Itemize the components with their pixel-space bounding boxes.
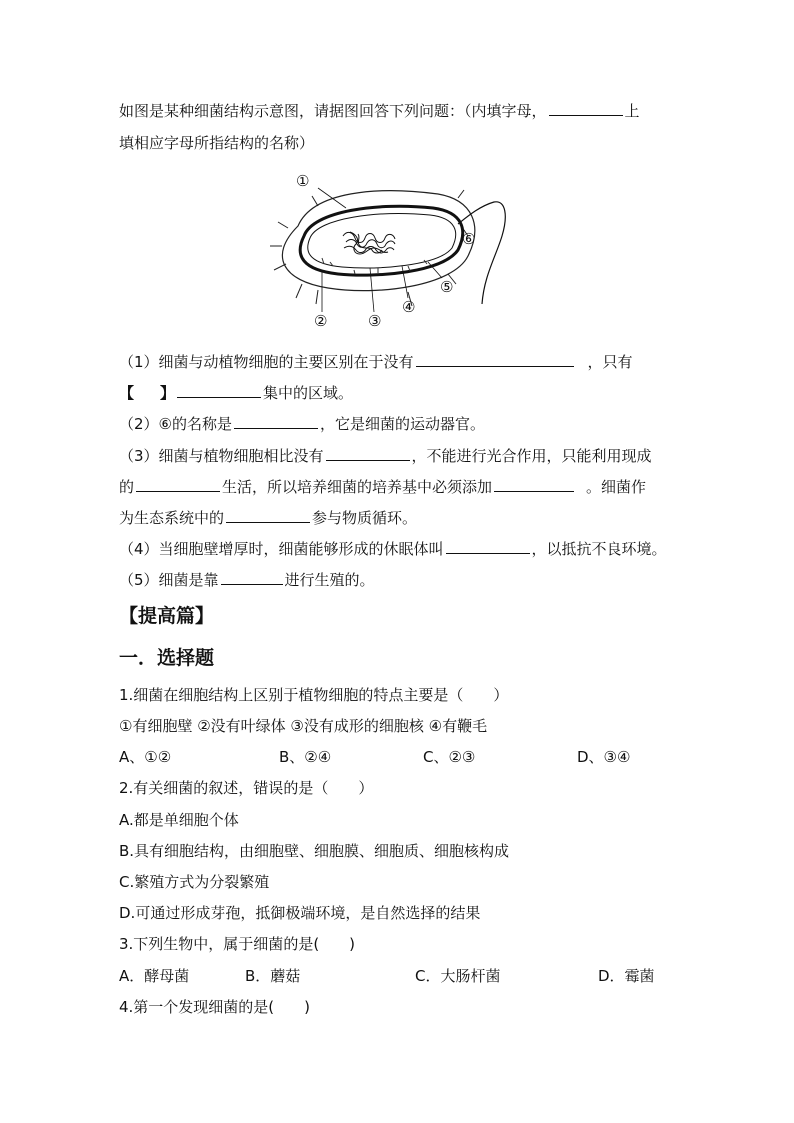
label-1: ① — [296, 172, 310, 190]
intro-text: 上 — [624, 102, 640, 120]
section-heading: 一．选择题 — [119, 647, 215, 669]
label-2: ② — [314, 312, 328, 330]
question-text: （3）细菌与植物细胞相比没有 — [119, 447, 324, 465]
answer-blank[interactable] — [226, 508, 310, 523]
nucleoid-dna — [343, 232, 395, 254]
flagellum — [458, 202, 505, 304]
question-text: 的 — [119, 478, 135, 496]
question-1-line-2 — [119, 383, 353, 403]
mc-4-stem: 4.第一个发现细菌的是( ) — [119, 998, 311, 1016]
question-text: （2）⑥的名称是 — [119, 415, 232, 433]
question-4 — [119, 539, 667, 559]
mc-1-extra: ①有细胞壁 ②没有叶绿体 ③没有成形的细胞核 ④有鞭毛 — [119, 717, 488, 735]
mc-1-option-d[interactable]: D、③④ — [577, 748, 631, 766]
mc-3-option-b[interactable]: B．蘑菇 — [245, 967, 301, 985]
mc-2-option-c[interactable]: C.繁殖方式为分裂繁殖 — [119, 873, 270, 891]
mc-1-option-c[interactable]: C、②③ — [423, 748, 476, 766]
mc-3-option-a[interactable]: A．酵母菌 — [119, 967, 190, 985]
cell-membrane — [308, 214, 456, 268]
question-text: 进行生殖的。 — [284, 571, 375, 589]
mc-3-stem: 3.下列生物中，属于细菌的是( ) — [119, 935, 356, 953]
bracket-open: 【 — [119, 384, 135, 402]
label-3: ③ — [368, 312, 382, 330]
mc-1-option-b[interactable]: B、②④ — [279, 748, 332, 766]
question-3-line-1 — [119, 446, 652, 466]
mc-1-option-a[interactable]: A、①② — [119, 748, 172, 766]
question-text: （4）当细胞壁增厚时，细菌能够形成的休眠体叫 — [119, 540, 444, 558]
question-text: ，它是细菌的运动器官。 — [320, 415, 486, 433]
mc-2-option-a[interactable]: A.都是单细胞个体 — [119, 811, 239, 829]
question-1-line-1 — [119, 352, 633, 372]
answer-blank[interactable] — [221, 570, 283, 585]
answer-blank[interactable] — [177, 383, 261, 398]
answer-blank[interactable] — [136, 477, 220, 492]
question-5 — [119, 570, 375, 590]
mc-2-stem: 2.有关细菌的叙述，错误的是（ ） — [119, 779, 374, 797]
bracket-close: 】 — [160, 384, 176, 402]
mc-2-option-d[interactable]: D.可通过形成芽孢，抵御极端环境，是自然选择的结果 — [119, 904, 481, 922]
question-2 — [119, 414, 485, 434]
question-text: ，只有 — [587, 353, 633, 371]
answer-blank[interactable] — [416, 352, 574, 367]
question-3-line-3 — [119, 508, 417, 528]
answer-blank[interactable] — [326, 446, 410, 461]
question-text: （1）细菌与动植物细胞的主要区别在于没有 — [119, 353, 414, 371]
question-text: 集中的区域。 — [263, 384, 354, 402]
label-4: ④ — [402, 298, 416, 316]
mc-3-option-d[interactable]: D．霉菌 — [598, 967, 655, 985]
answer-blank[interactable] — [234, 414, 318, 429]
bacterium-diagram — [258, 166, 518, 332]
answer-blank[interactable] — [549, 101, 623, 116]
question-text: 为生态系统中的 — [119, 509, 225, 527]
intro-line-2: 填相应字母所指结构的名称） — [119, 134, 315, 152]
question-text: 生活，所以培养细菌的培养基中必须添加 — [222, 478, 493, 496]
section-title: 【提高篇】 — [119, 605, 215, 627]
answer-blank[interactable] — [494, 477, 574, 492]
question-3-line-2 — [119, 477, 646, 497]
mc-3-option-c[interactable]: C．大肠杆菌 — [415, 967, 501, 985]
question-text: 。细菌作 — [586, 478, 647, 496]
question-text: （5）细菌是靠 — [119, 571, 219, 589]
label-6: ⑥ — [462, 230, 476, 248]
mc-1-stem: 1.细菌在细胞结构上区别于植物细胞的特点主要是（ ） — [119, 686, 509, 704]
label-5: ⑤ — [440, 278, 454, 296]
question-text: ，不能进行光合作用，只能利用现成 — [411, 447, 652, 465]
intro-line-1 — [119, 101, 640, 121]
question-text: 参与物质循环。 — [312, 509, 418, 527]
mc-2-option-b[interactable]: B.具有细胞结构，由细胞壁、细胞膜、细胞质、细胞核构成 — [119, 842, 510, 860]
question-text: ，以抵抗不良环境。 — [531, 540, 667, 558]
answer-blank[interactable] — [446, 539, 530, 554]
intro-text: 如图是某种细菌结构示意图，请据图回答下列问题：（内填字母， — [119, 102, 547, 120]
